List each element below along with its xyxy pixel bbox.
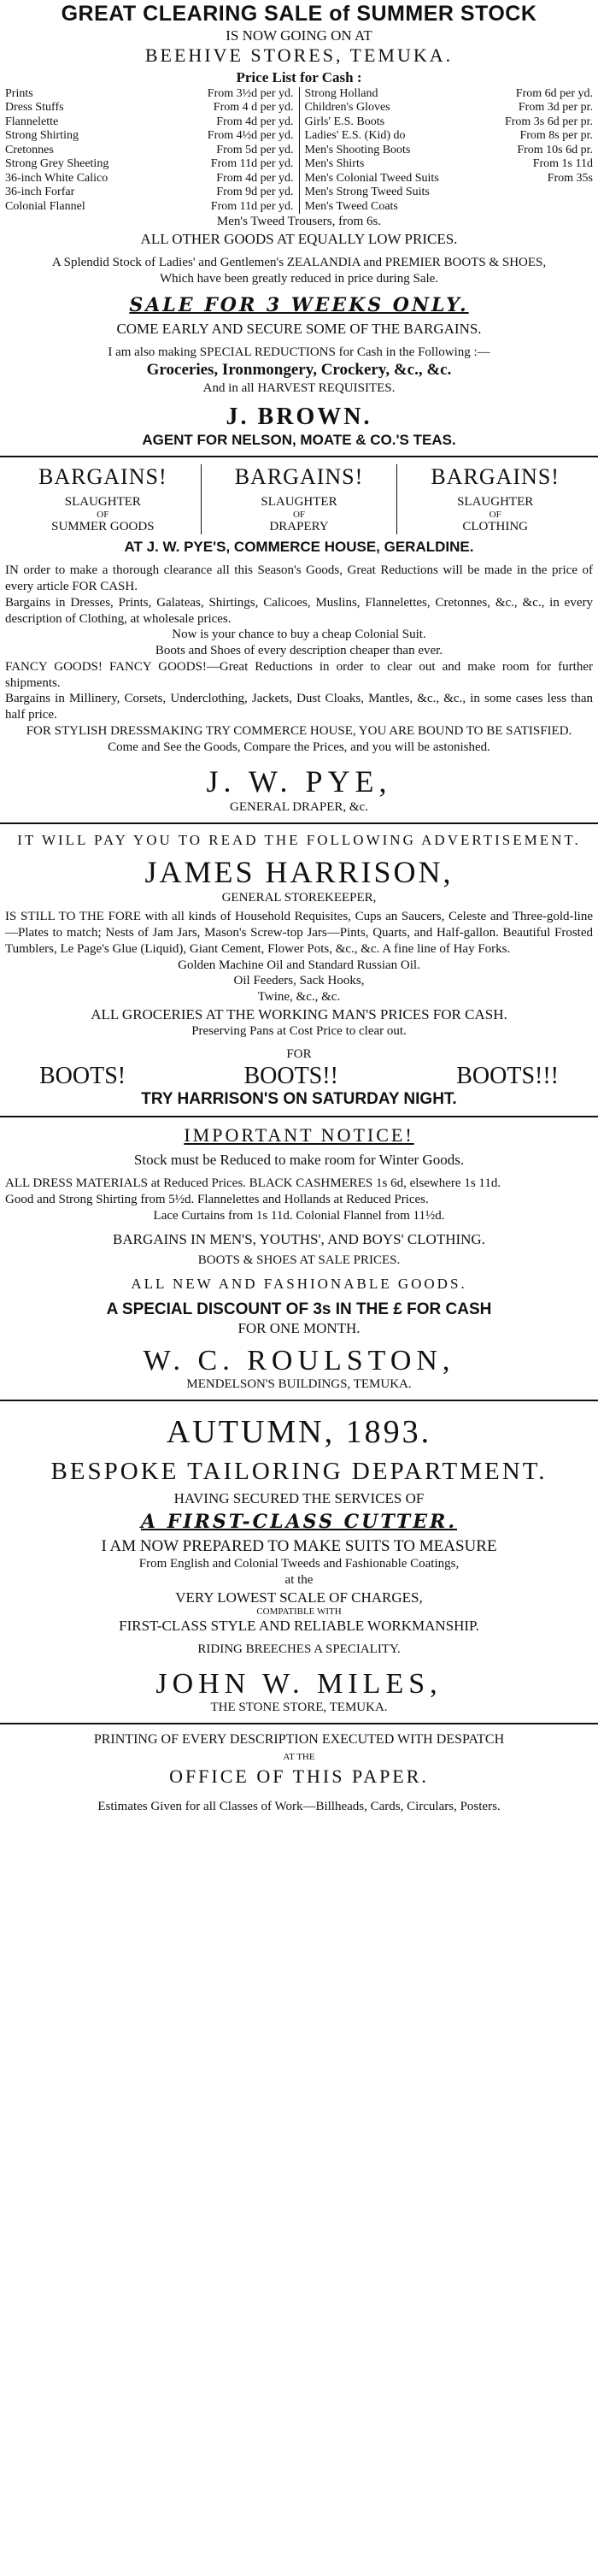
divider (0, 1723, 598, 1724)
ad4-address: MENDELSON'S BUILDINGS, TEMUKA. (186, 1376, 412, 1391)
ad1-harvest: And in all HARVEST REQUISITES. (202, 380, 396, 395)
ad3-try: TRY HARRISON'S ON SATURDAY NIGHT. (141, 1089, 457, 1108)
of-label: OF (97, 510, 109, 521)
ad4-notice: IMPORTANT NOTICE! (184, 1124, 414, 1147)
ad3-twine: Twine, &c., &c. (257, 990, 341, 1005)
price-row: Men's Tweed Coats (304, 199, 398, 213)
ad1-groceries: Groceries, Ironmongery, Crockery, &c., &c. (146, 361, 452, 380)
ad-james-harrison (0, 831, 598, 1110)
ad2-bargains-line: Bargains in Dresses, Prints, Galateas, Shirtings, Calicoes, Muslins, Flannelettes, Cretonnes, &c., &c., in every description of Clothing, at wholesale prices. (5, 595, 593, 626)
price-list-right-column (300, 87, 594, 215)
price-row: Strong Grey Sheeting From 11d per yd. (5, 157, 294, 171)
ad5-compatible: COMPATIBLE WITH (256, 1606, 342, 1618)
ad3-proprietor: JAMES HARRISON, (144, 855, 454, 889)
ad5-prepared: I AM NOW PREPARED TO MAKE SUITS TO MEASURE (101, 1536, 497, 1555)
ad1-proprietor: J. BROWN. (226, 403, 372, 430)
ad4-proprietor: W. C. ROULSTON, (143, 1344, 455, 1376)
price-row: 36-inch Forfar From 9d per yd. (5, 186, 294, 199)
ad1-weeks: SALE FOR 3 WEEKS ONLY. (129, 293, 469, 316)
price-row: Cretonnes From 5d per yd. (5, 143, 294, 156)
price-row: Men's Shirts From 1s 11d (304, 157, 593, 171)
bargains-column (396, 464, 593, 534)
ad6-office: OFFICE OF THIS PAPER. (169, 1765, 429, 1788)
price-row: Dress Stuffs From 4 d per yd. (5, 101, 294, 115)
ad4-stock: Stock must be Reduced to make room for Winter Goods. (133, 1151, 465, 1168)
ad2-come-see: Come and See the Goods, Compare the Prices, and you will be astonished. (108, 740, 490, 754)
ad1-agent: AGENT FOR NELSON, MOATE & CO.'S TEAS. (142, 431, 456, 448)
ad1-other-goods: ALL OTHER GOODS AT EQUALLY LOW PRICES. (140, 231, 458, 248)
ad2-stylish: FOR STYLISH DRESSMAKING TRY COMMERCE HOUSE, YOU ARE BOUND TO BE SATISFIED. (26, 723, 572, 738)
boots-word: BOOTS!! (243, 1062, 338, 1089)
ad5-bespoke: BESPOKE TAILORING DEPARTMENT. (50, 1457, 548, 1485)
ad4-boots: BOOTS & SHOES AT SALE PRICES. (197, 1253, 401, 1267)
ad3-machine-oil: Golden Machine Oil and Standard Russian Oil. (178, 958, 420, 972)
ad5-autumn: AUTUMN, 1893. (166, 1413, 432, 1450)
ad1-store: BEEHIVE STORES, TEMUKA. (144, 44, 454, 66)
boots-word: BOOTS! (39, 1062, 126, 1089)
ad3-groceries: ALL GROCERIES AT THE WORKING MAN'S PRICES FOR CASH. (91, 1005, 507, 1023)
ad-beehive-stores (0, 2, 598, 449)
ad2-proprietor: J. W. PYE, (206, 764, 392, 799)
bargains-column (5, 464, 201, 534)
price-row: Strong Shirting From 4½d per yd. (5, 129, 294, 143)
price-row: 36-inch White Calico From 4d per yd. (5, 171, 294, 185)
price-row: Flannelette From 4d per yd. (5, 115, 294, 128)
ad1-reduced: Which have been greatly reduced in price during Sale. (159, 272, 439, 286)
price-row: Men's Colonial Tweed Suits From 35s (304, 171, 593, 185)
goods-label: SUMMER GOODS (51, 520, 155, 534)
ad2-intro: IN order to make a thorough clearance all this Season's Goods, Great Reductions will be made in the price of every article FOR CASH. (5, 563, 593, 594)
ad4-bargains: BARGAINS IN MEN'S, YOUTHS', AND BOYS' CLOTHING. (113, 1231, 485, 1248)
ad2-bargains-columns (5, 464, 593, 534)
ad1-special: I am also making SPECIAL REDUCTIONS for Cash in the Following :— (108, 345, 490, 360)
price-row: Strong Holland From 6d per yd. (304, 86, 593, 100)
bargains-column (201, 464, 397, 534)
ad3-boots-row (5, 1063, 593, 1090)
goods-label: CLOTHING (462, 520, 528, 534)
ad-john-w-miles (0, 1408, 598, 1716)
ad5-having: HAVING SECURED THE SERVICES OF (173, 1489, 425, 1506)
divider (0, 456, 598, 457)
ad3-title: GENERAL STOREKEEPER, (221, 890, 377, 905)
price-row: Ladies' E.S. (Kid) do From 8s per pr. (304, 129, 593, 143)
divider (0, 822, 598, 824)
ad2-title: GENERAL DRAPER, &c. (230, 800, 368, 814)
ad5-lowest: VERY LOWEST SCALE OF CHARGES, (175, 1589, 423, 1606)
ad5-proprietor: JOHN W. MILES, (155, 1668, 443, 1701)
price-row: Men's Strong Tweed Suits (304, 186, 430, 199)
ad1-splendid: A Splendid Stock of Ladies' and Gentlemen's ZEALANDIA and PREMIER BOOTS & SHOES, (51, 256, 547, 270)
ad5-address: THE STONE STORE, TEMUKA. (210, 1701, 388, 1715)
ad1-come-early: COME EARLY AND SECURE SOME OF THE BARGAINS. (116, 321, 482, 338)
price-list-left-column (5, 87, 300, 215)
ad5-first-class: FIRST-CLASS STYLE AND RELIABLE WORKMANSHIP. (119, 1618, 479, 1635)
ad3-pay: IT WILL PAY YOU TO READ THE FOLLOWING ADVERTISEMENT. (17, 831, 581, 848)
ad-roulston (0, 1124, 598, 1392)
ad4-month: FOR ONE MONTH. (237, 1320, 361, 1337)
ad4-dress: ALL DRESS MATERIALS at Reduced Prices. BLACK CASHMERES 1s 6d, elsewhere 1s 11d. (5, 1176, 501, 1191)
slaughter-label: SLAUGHTER (64, 495, 141, 510)
ad1-price-list-title: Price List for Cash : (236, 69, 362, 86)
ad4-lace: Lace Curtains from 1s 11d. Colonial Flannel from 11½d. (153, 1208, 445, 1223)
ad1-trousers: Men's Tweed Trousers, from 6s. (216, 215, 382, 229)
of-label: OF (489, 510, 501, 521)
ad4-discount: A SPECIAL DISCOUNT OF 3s IN THE £ FOR CASH (106, 1300, 492, 1318)
ad-pye-commerce-house (0, 464, 598, 816)
ad4-shirting: Good and Strong Shirting from 5½d. Flannelettes and Hollands at Reduced Prices. (5, 1192, 429, 1206)
slaughter-label: SLAUGHTER (261, 495, 337, 510)
ad6-at-the: AT THE (283, 1752, 315, 1763)
ad5-cutter: A FIRST-CLASS CUTTER. (140, 1511, 458, 1534)
ad3-pans: Preserving Pans at Cost Price to clear out. (191, 1024, 407, 1039)
of-label: OF (292, 510, 306, 521)
ad-printing (0, 1731, 598, 1814)
price-row: Colonial Flannel From 11d per yd. (5, 199, 294, 213)
divider (0, 1116, 598, 1117)
ad5-breeches: RIDING BREECHES A SPECIALITY. (197, 1642, 401, 1657)
bargains-heading: BARGAINS! (38, 464, 167, 490)
ad3-body: IS STILL TO THE FORE with all kinds of Household Requisites, Cups an Saucers, Celeste and Three-gold-line—Plates to match; Nests of Jam Jars, Mason's Screw-top Jars—Pints, Quarts, and Half-gallon. Beautiful Frosted Tumblers, Le Page's Glue (Liquid), Giant Cement, Flower Pots, &c., &c. A fine line of Hay Forks. (5, 910, 593, 956)
ad6-printing: PRINTING OF EVERY DESCRIPTION EXECUTED WITH DESPATCH (93, 1732, 505, 1748)
ad5-at-the: at the (284, 1573, 314, 1588)
ad2-boots: Boots and Shoes of every description cheaper than ever. (155, 644, 443, 658)
boots-word: BOOTS!!! (456, 1062, 559, 1089)
ad5-from: From English and Colonial Tweeds and Fashionable Coatings, (138, 1557, 460, 1571)
ad2-at: AT J. W. PYE'S, COMMERCE HOUSE, GERALDINE. (124, 539, 474, 556)
divider (0, 1400, 598, 1401)
ad3-oil-feeders: Oil Feeders, Sack Hooks, (233, 974, 365, 988)
slaughter-label: SLAUGHTER (457, 495, 534, 510)
ad2-suit: Now is your chance to buy a cheap Colonial Suit. (172, 628, 426, 642)
ad3-for: FOR (286, 1046, 312, 1061)
bargains-heading: BARGAINS! (234, 464, 364, 490)
ad1-price-list (5, 87, 593, 215)
price-row: Prints From 3½d per yd. (5, 86, 294, 100)
price-row: Children's Gloves From 3d per pr. (304, 101, 593, 115)
ad2-fancy: FANCY GOODS! FANCY GOODS!—Great Reductions in order to clear out and make room for further shipments. (5, 659, 593, 690)
ad6-estimates: Estimates Given for all Classes of Work—Billheads, Cards, Circulars, Posters. (97, 1799, 501, 1813)
ad1-headline: GREAT CLEARING SALE of SUMMER STOCK (61, 2, 537, 26)
price-row: Girls' E.S. Boots From 3s 6d per pr. (304, 115, 593, 128)
ad1-going-on: IS NOW GOING ON AT (226, 27, 372, 44)
ad2-millinery: Bargains in Millinery, Corsets, Underclothing, Jackets, Dust Cloaks, Mantles, &c., &c., in some cases less than half price. (5, 692, 593, 722)
price-row: Men's Shooting Boots From 10s 6d pr. (304, 143, 593, 156)
ad4-new: ALL NEW AND FASHIONABLE GOODS. (131, 1276, 467, 1293)
bargains-heading: BARGAINS! (431, 464, 560, 490)
goods-label: DRAPERY (269, 520, 329, 534)
